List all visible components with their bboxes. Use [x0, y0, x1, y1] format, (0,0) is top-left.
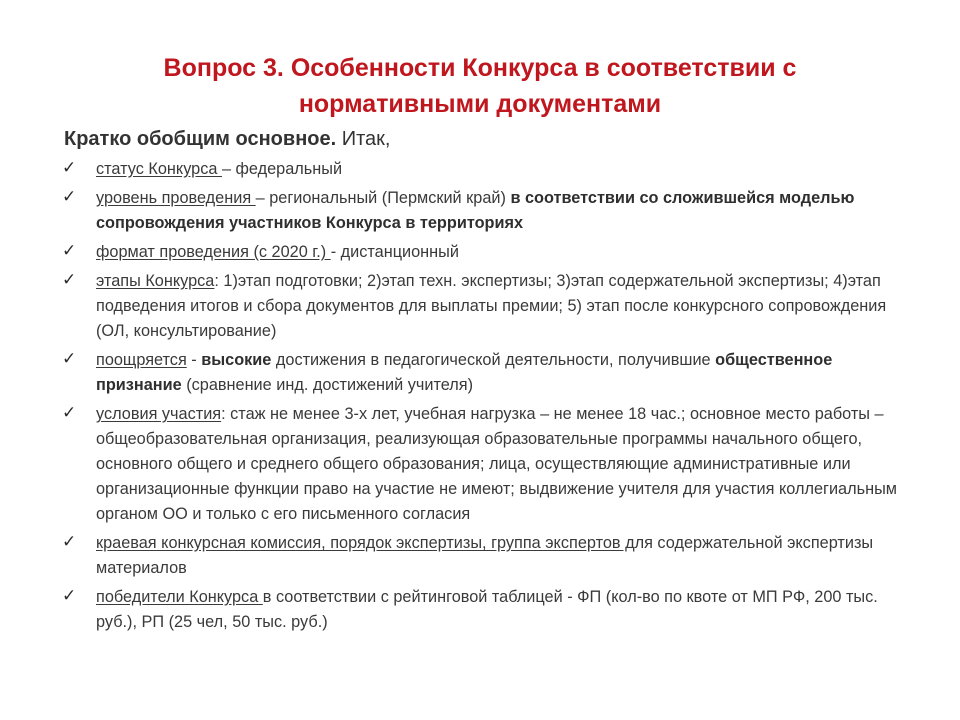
check-icon: ✓ [62, 349, 77, 368]
list-item-stages [62, 269, 902, 344]
title-line-1: Вопрос 3. Особенности Конкурса в соответствии с [163, 54, 797, 82]
check-icon: ✓ [62, 270, 77, 289]
item-term: статус Конкурса [96, 160, 222, 178]
list-item-conditions [62, 402, 902, 527]
item-text: (сравнение инд. достижений учителя) [181, 376, 474, 394]
item-text: - дистанционный [330, 243, 459, 261]
check-icon: ✓ [62, 158, 77, 177]
item-term: победители Конкурса [96, 588, 263, 606]
intro-text [64, 125, 390, 153]
list-item-format [62, 240, 902, 265]
title-line-2: нормативными документами [298, 90, 662, 118]
list-item-commission [62, 531, 902, 581]
item-text: : стаж не менее 3-х лет, учебная нагрузка – не менее 18 час.; основное место работы – общеобразовательная организация, реализующая образовательные программы начального общего, основного общего и среднего общего образования; лица, осуществляющие административные или организационные функции право на участие не имеют; выдвижение учителя для участия коллегиальным органом ОО и только с его письменного согласия [96, 405, 897, 523]
item-term: поощряется [96, 351, 187, 369]
list-item-level [62, 186, 902, 236]
item-term: формат проведения (с 2020 г.) [96, 243, 331, 261]
item-term: уровень проведения [96, 189, 256, 207]
intro-bold: Кратко обобщим основное. [64, 128, 337, 150]
item-text: : 1)этап подготовки; 2)этап техн. экспертизы; 3)этап содержательной экспертизы; 4)этап подведения итогов и сбора документов для выплаты премии; 5) этап после конкурсного сопровождения (ОЛ, консультирование) [96, 272, 887, 340]
item-text: – федеральный [221, 160, 343, 178]
check-icon: ✓ [62, 187, 77, 206]
item-term: этапы Конкурса [96, 272, 215, 290]
item-bold-text: высокие [201, 351, 272, 369]
check-icon: ✓ [62, 586, 77, 605]
check-icon: ✓ [62, 532, 77, 551]
intro-normal: Итак, [336, 128, 391, 150]
bullet-list [62, 157, 902, 639]
list-item-status [62, 157, 902, 182]
item-text: – региональный (Пермский край) [255, 189, 511, 207]
list-item-encouraged [62, 348, 902, 398]
item-text: достижения в педагогической деятельности, получившие [271, 351, 716, 369]
check-icon: ✓ [62, 241, 77, 260]
check-icon: ✓ [62, 403, 77, 422]
slide-title [80, 50, 880, 122]
item-bold-text: общественное признание [96, 351, 833, 394]
list-item-winners [62, 585, 902, 635]
item-bold-text: в соответствии со сложившейся моделью сопровождения участников Конкурса в территориях [96, 189, 855, 232]
item-text: - [186, 351, 202, 369]
item-text: ля содержательной экспертизы материалов [96, 534, 874, 577]
item-text: в соответствии с рейтинговой таблицей - ФП (кол-во по квоте от МП РФ, 200 тыс. руб.), РП (25 чел, 50 тыс. руб.) [96, 588, 878, 631]
item-term: краевая конкурсная комиссия, порядок экспертизы, группа экспертов д [96, 534, 635, 552]
item-term: условия участия [96, 405, 222, 423]
